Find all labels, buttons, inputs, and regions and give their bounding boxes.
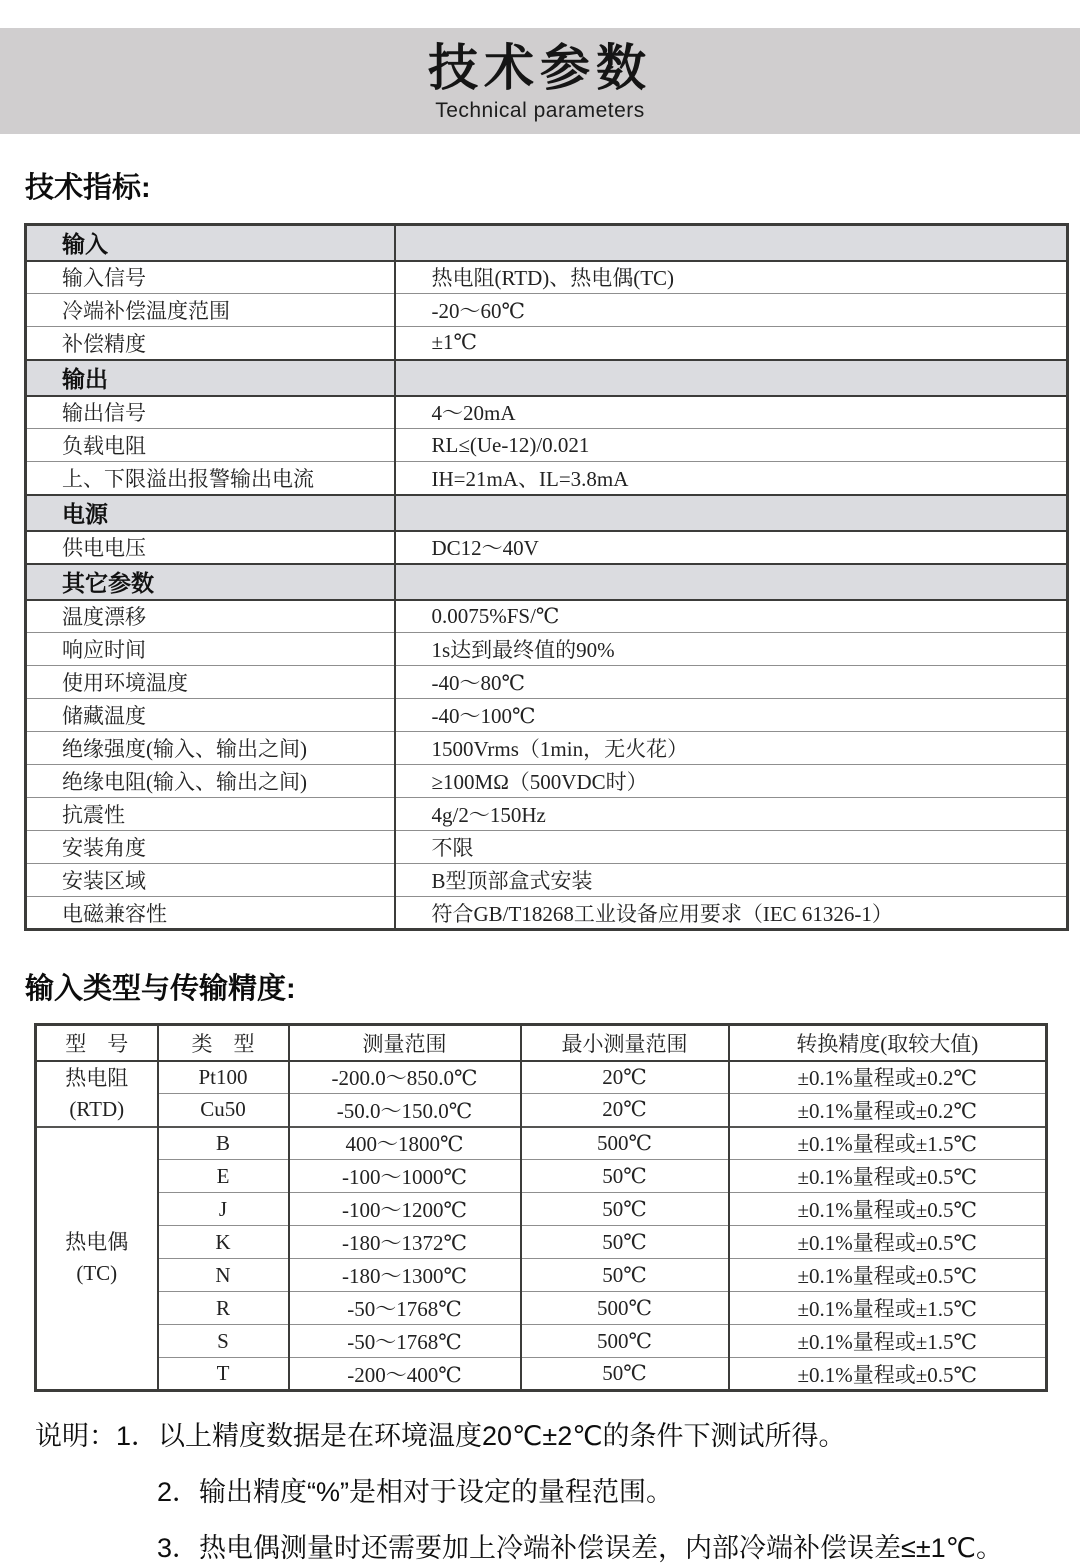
note-line [35, 1420, 1080, 1453]
accuracy-table-row [36, 1325, 1047, 1358]
spec-table-row [26, 294, 1068, 327]
accuracy-column-header: 最小测量范围 [521, 1025, 729, 1061]
spec-value-cell: 符合GB/T18268工业设备应用要求（IEC 61326-1） [395, 897, 1068, 930]
min-range-cell: 500℃ [521, 1292, 729, 1325]
sensor-type-cell: B [158, 1127, 289, 1160]
sensor-model-cell [36, 1127, 158, 1391]
accuracy-column-header: 类 型 [158, 1025, 289, 1061]
accuracy-cell: ±0.1%量程或±0.5℃ [729, 1259, 1047, 1292]
spec-label-cell: 上、下限溢出报警输出电流 [26, 462, 395, 495]
accuracy-cell: ±0.1%量程或±0.5℃ [729, 1160, 1047, 1193]
sensor-type-cell: T [158, 1358, 289, 1391]
spec-label-cell: 负载电阻 [26, 429, 395, 462]
accuracy-table [34, 1023, 1048, 1392]
min-range-cell: 50℃ [521, 1160, 729, 1193]
min-range-cell: 20℃ [521, 1061, 729, 1094]
notes-prefix: 说明： [35, 1421, 116, 1451]
spec-value-cell [395, 564, 1068, 600]
note-text: 3．热电偶测量时还需要加上冷端补偿误差，内部冷端补偿误差≤±1℃。 [157, 1533, 1003, 1563]
measure-range-cell: -100～1200℃ [289, 1193, 521, 1226]
note-text: 1．以上精度数据是在环境温度20℃±2℃的条件下测试所得。 [116, 1421, 846, 1451]
sensor-type-cell: S [158, 1325, 289, 1358]
spec-value-cell [395, 495, 1068, 531]
min-range-cell: 50℃ [521, 1193, 729, 1226]
min-range-cell: 500℃ [521, 1127, 729, 1160]
spec-table-row [26, 798, 1068, 831]
accuracy-table-row [36, 1061, 1047, 1094]
spec-section-row [26, 495, 1068, 531]
min-range-cell: 500℃ [521, 1325, 729, 1358]
sensor-type-cell: E [158, 1160, 289, 1193]
accuracy-table-row [36, 1358, 1047, 1391]
spec-label-cell: 绝缘强度(输入、输出之间) [26, 732, 395, 765]
measure-range-cell: 400～1800℃ [289, 1127, 521, 1160]
measure-range-cell: -180～1300℃ [289, 1259, 521, 1292]
notes-block [35, 1420, 1080, 1565]
top-margin-strip [0, 0, 1080, 28]
spec-label-cell: 补偿精度 [26, 327, 395, 360]
spec-value-cell: 4g/2～150Hz [395, 798, 1068, 831]
spec-value-cell: DC12～40V [431, 536, 539, 560]
spec-table-row [26, 666, 1068, 699]
accuracy-table-body [36, 1061, 1047, 1391]
spec-table-row [26, 699, 1068, 732]
accuracy-cell: ±0.1%量程或±0.5℃ [729, 1358, 1047, 1391]
accuracy-column-header: 型 号 [36, 1025, 158, 1061]
spec-label-cell: 供电电压 [26, 531, 395, 564]
page-subtitle: Technical parameters [435, 99, 645, 122]
accuracy-table-row [36, 1160, 1047, 1193]
spec-label-cell: 使用环境温度 [26, 666, 395, 699]
note-line [35, 1476, 1080, 1509]
spec-value-cell: -40～80℃ [395, 666, 1068, 699]
min-range-cell: 20℃ [521, 1094, 729, 1127]
sensor-model-name: 热电阻 [65, 1065, 129, 1090]
measure-range-cell: -50～1768℃ [289, 1292, 521, 1325]
spec-value-cell [395, 360, 1068, 396]
spec-value-cell: 4～20mA [431, 401, 516, 426]
accuracy-cell: ±0.1%量程或±0.5℃ [729, 1226, 1047, 1259]
spec-label-cell: 输入 [26, 225, 395, 261]
spec-value-cell [395, 225, 1068, 261]
accuracy-table-row [36, 1127, 1047, 1160]
accuracy-cell: ±0.1%量程或±1.5℃ [729, 1127, 1047, 1160]
accuracy-cell: ±0.1%量程或±0.2℃ [729, 1094, 1047, 1127]
accuracy-cell: ±0.1%量程或±1.5℃ [729, 1292, 1047, 1325]
spec-label-cell: 安装区域 [26, 864, 395, 897]
spec-section-heading: 技术指标: [25, 172, 151, 204]
page-title: 技术参数 [428, 40, 652, 96]
spec-section-row [26, 360, 1068, 396]
spec-value-cell: IH=21mA、IL=3.8mA [395, 462, 1068, 495]
spec-value-cell: 不限 [395, 831, 1068, 864]
spec-table-row [26, 864, 1068, 897]
spec-label-cell: 电磁兼容性 [26, 897, 395, 930]
spec-table-row [26, 327, 1068, 360]
measure-range-cell: -50～1768℃ [289, 1325, 521, 1358]
spec-value-cell: B型顶部盒式安装 [395, 864, 1068, 897]
spec-label-cell: 其它参数 [26, 564, 395, 600]
sensor-model-abbr: (RTD) [69, 1096, 125, 1121]
sensor-type-cell: J [158, 1193, 289, 1226]
spec-label-cell: 电源 [26, 495, 395, 531]
spec-value-cell: ±1℃ [395, 327, 1068, 360]
spec-table-row [26, 261, 1068, 294]
sensor-model-name: 热电偶 [65, 1230, 129, 1255]
spec-label-cell: 冷端补偿温度范围 [26, 294, 395, 327]
measure-range-cell: -200～400℃ [289, 1358, 521, 1391]
spec-value-cell: 1500Vrms（1min，无火花） [395, 732, 1068, 765]
measure-range-cell: -50.0～150.0℃ [289, 1094, 521, 1127]
spec-value-cell: ≥100MΩ（500VDC时） [395, 765, 1068, 798]
accuracy-column-header: 测量范围 [289, 1025, 521, 1061]
spec-label-cell: 安装角度 [26, 831, 395, 864]
spec-value-cell: RL≤(Ue-12)/0.021 [395, 429, 1068, 462]
spec-table-row [26, 600, 1068, 633]
note-text: 2．输出精度“%”是相对于设定的量程范围。 [157, 1477, 674, 1507]
spec-label-cell: 温度漂移 [26, 600, 395, 633]
spec-table-body [26, 225, 1068, 930]
spec-table [24, 223, 1069, 931]
spec-section-row [26, 225, 1068, 261]
spec-table-row [26, 831, 1068, 864]
measure-range-cell: -200.0～850.0℃ [289, 1061, 521, 1094]
accuracy-table-row [36, 1094, 1047, 1127]
spec-value-cell: 1s达到最终值的90% [395, 633, 1068, 666]
spec-table-row [26, 462, 1068, 495]
accuracy-cell: ±0.1%量程或±0.5℃ [729, 1193, 1047, 1226]
min-range-cell: 50℃ [521, 1226, 729, 1259]
spec-table-row [26, 429, 1068, 462]
spec-table-row [26, 765, 1068, 798]
spec-table-row [26, 531, 1068, 564]
spec-value-cell: -40～100℃ [395, 699, 1068, 732]
sensor-type-cell: N [158, 1259, 289, 1292]
measure-range-cell: -100～1000℃ [289, 1160, 521, 1193]
spec-label-cell: 储藏温度 [26, 699, 395, 732]
spec-table-row [26, 897, 1068, 930]
measure-range-cell: -180～1372℃ [289, 1226, 521, 1259]
accuracy-table-row [36, 1226, 1047, 1259]
accuracy-header-row [36, 1025, 1047, 1061]
spec-label-cell: 响应时间 [26, 633, 395, 666]
accuracy-cell: ±0.1%量程或±1.5℃ [729, 1325, 1047, 1358]
page-banner [0, 28, 1080, 134]
accuracy-table-row [36, 1193, 1047, 1226]
accuracy-table-row [36, 1259, 1047, 1292]
spec-label-cell: 抗震性 [26, 798, 395, 831]
spec-label-cell: 输出 [26, 360, 395, 396]
spec-section-row [26, 564, 1068, 600]
min-range-cell: 50℃ [521, 1358, 729, 1391]
accuracy-table-row [36, 1292, 1047, 1325]
accuracy-section-heading: 输入类型与传输精度: [25, 973, 296, 1005]
spec-value-cell: -20～60℃ [395, 294, 1068, 327]
spec-table-row [26, 732, 1068, 765]
spec-table-row [26, 633, 1068, 666]
sensor-type-cell: R [158, 1292, 289, 1325]
accuracy-column-header: 转换精度(取较大值) [729, 1025, 1047, 1061]
sensor-type-cell: Cu50 [158, 1094, 289, 1127]
accuracy-cell: ±0.1%量程或±0.2℃ [729, 1061, 1047, 1094]
spec-value-cell: 0.0075%FS/℃ [431, 603, 560, 628]
sensor-model-abbr: (TC) [76, 1261, 118, 1286]
accuracy-table-head [36, 1025, 1047, 1061]
spec-label-cell: 输入信号 [26, 261, 395, 294]
sensor-type-cell: Pt100 [158, 1061, 289, 1094]
spec-table-row [26, 396, 1068, 429]
spec-label-cell: 绝缘电阻(输入、输出之间) [26, 765, 395, 798]
min-range-cell: 50℃ [521, 1259, 729, 1292]
spec-label-cell: 输出信号 [26, 396, 395, 429]
spec-value-cell: 热电阻(RTD)、热电偶(TC) [431, 266, 675, 291]
sensor-type-cell: K [158, 1226, 289, 1259]
sensor-model-cell [36, 1061, 158, 1127]
